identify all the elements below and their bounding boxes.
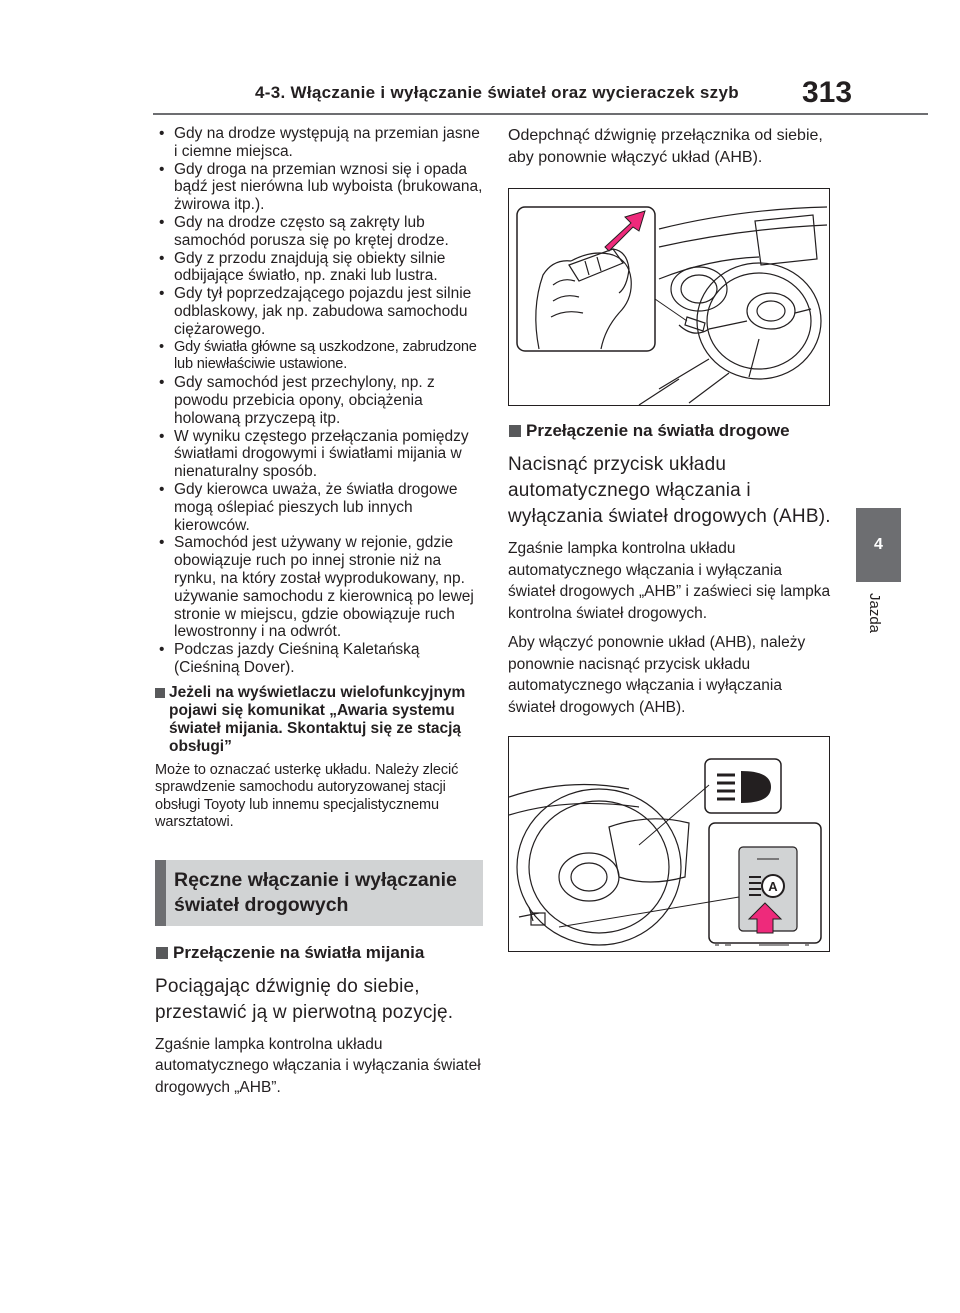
list-item: • Gdy z przodu znajdują się obiekty silnie odbijające światło, np. znaki lub lustra. (155, 250, 483, 286)
ahb-button-illustration (508, 736, 830, 952)
square-bullet-icon (156, 947, 168, 959)
list-item: • Podczas jazdy Cieśniną Kaletańską (Cieśniną Dover). (155, 641, 483, 677)
dashboard-lever-drawing (509, 189, 829, 405)
list-item: • Gdy światła główne są uszkodzone, zabrudzone lub niewłaściwie ustawione. (155, 339, 483, 375)
list-item: • Gdy droga na przemian wznosi się i opada bądź jest nierówna lub wyboista (brukowana, żwirowa itp.). (155, 161, 483, 214)
warning-text: Może to oznaczać usterkę układu. Należy zlecić sprawdzenie samochodu autoryzowanej stacji obsługi Toyoty lub innemu specjalistycznemu warsztatowi. (155, 761, 459, 831)
low-beam-instruction: Pociągając dźwignię do siebie, przestawić ją w pierwotną pozycję. (155, 975, 454, 1023)
low-beam-note: Zgaśnie lampka kontrolna układu automatycznego włączania i wyłączania świateł drogowych „AHB”. (155, 1035, 481, 1096)
square-bullet-icon (509, 425, 521, 437)
list-item: • Samochód jest używany w rejonie, gdzie obowiązuje ruch po innej stronie niż na rynku, na który został wyprodukowany, np. używanie samochodu z kierownicą po lewej stronie w miejscu, gdzie obowiązuje ruch lewostronny i na odwrót. (155, 534, 483, 641)
ahb-button-letter: A (768, 879, 778, 894)
ahb-button-drawing (509, 737, 829, 951)
high-beam-note: Zgaśnie lampka kontrolna układu automatycznego włączania i wyłączania świateł drogowych „AHB” i zaświeci się lampka kontrolna świateł drogowych. (508, 540, 831, 622)
sub-heading-low-beam: Przełączenie na światła mijania (155, 942, 483, 964)
reactivate-instruction: Odepchnąć dźwignię przełącznika od siebie, aby ponownie włączyć układ (AHB). (508, 127, 823, 166)
page-number: 313 (802, 76, 853, 109)
right-column (508, 125, 833, 952)
lever-illustration (508, 188, 830, 406)
list-item: • Gdy tył poprzedzającego pojazdu jest silnie odblaskowy, jak np. zabudowa samochodu ciężarowego. (155, 285, 483, 338)
list-item: • Gdy na drodze często są zakręty lub samochód porusza się po krętej drodze. (155, 214, 483, 250)
chapter-tab[interactable] (856, 508, 901, 582)
square-bullet-icon (155, 688, 165, 698)
page-header-title: 4-3. Włączanie i wyłączanie świateł oraz wycieraczek szyb (255, 83, 739, 102)
list-item: • Gdy na drodze występują na przemian jasne i ciemne miejsca. (155, 125, 483, 161)
list-item: • W wyniku częstego przełączania pomiędzy światłami drogowymi i światłami mijania w nienaturalny sposób. (155, 428, 483, 481)
sub-heading-high-beam: Przełączenie na światła drogowe (508, 420, 833, 442)
warning-heading: Jeżeli na wyświetlaczu wielofunkcyjnym pojawi się komunikat „Awaria systemu świateł mijania. Skontaktuj się ze stacją obsługi” (155, 684, 483, 756)
chapter-label: Jazda (866, 593, 883, 634)
high-beam-instruction: Nacisnąć przycisk układu automatycznego włączania i wyłączania świateł drogowych (AHB). (508, 454, 831, 527)
section-title: Ręczne włączanie i wyłączanie świateł drogowych (155, 860, 483, 926)
chapter-number: 4 (874, 536, 883, 553)
left-column (155, 125, 483, 1098)
list-item: • Gdy kierowca uważa, że światła drogowe mogą oślepiać pieszych lub innych kierowców. (155, 481, 483, 534)
condition-list (155, 125, 483, 677)
header-rule (153, 113, 928, 115)
list-item: • Gdy samochód jest przechylony, np. z powodu przebicia opony, obciążenia holowaną przyczepą itp. (155, 374, 483, 427)
reactivate-note: Aby włączyć ponownie układ (AHB), należy ponownie nacisnąć przycisk układu automatycznego włączania i wyłączania świateł drogowych (AHB). (508, 634, 806, 716)
